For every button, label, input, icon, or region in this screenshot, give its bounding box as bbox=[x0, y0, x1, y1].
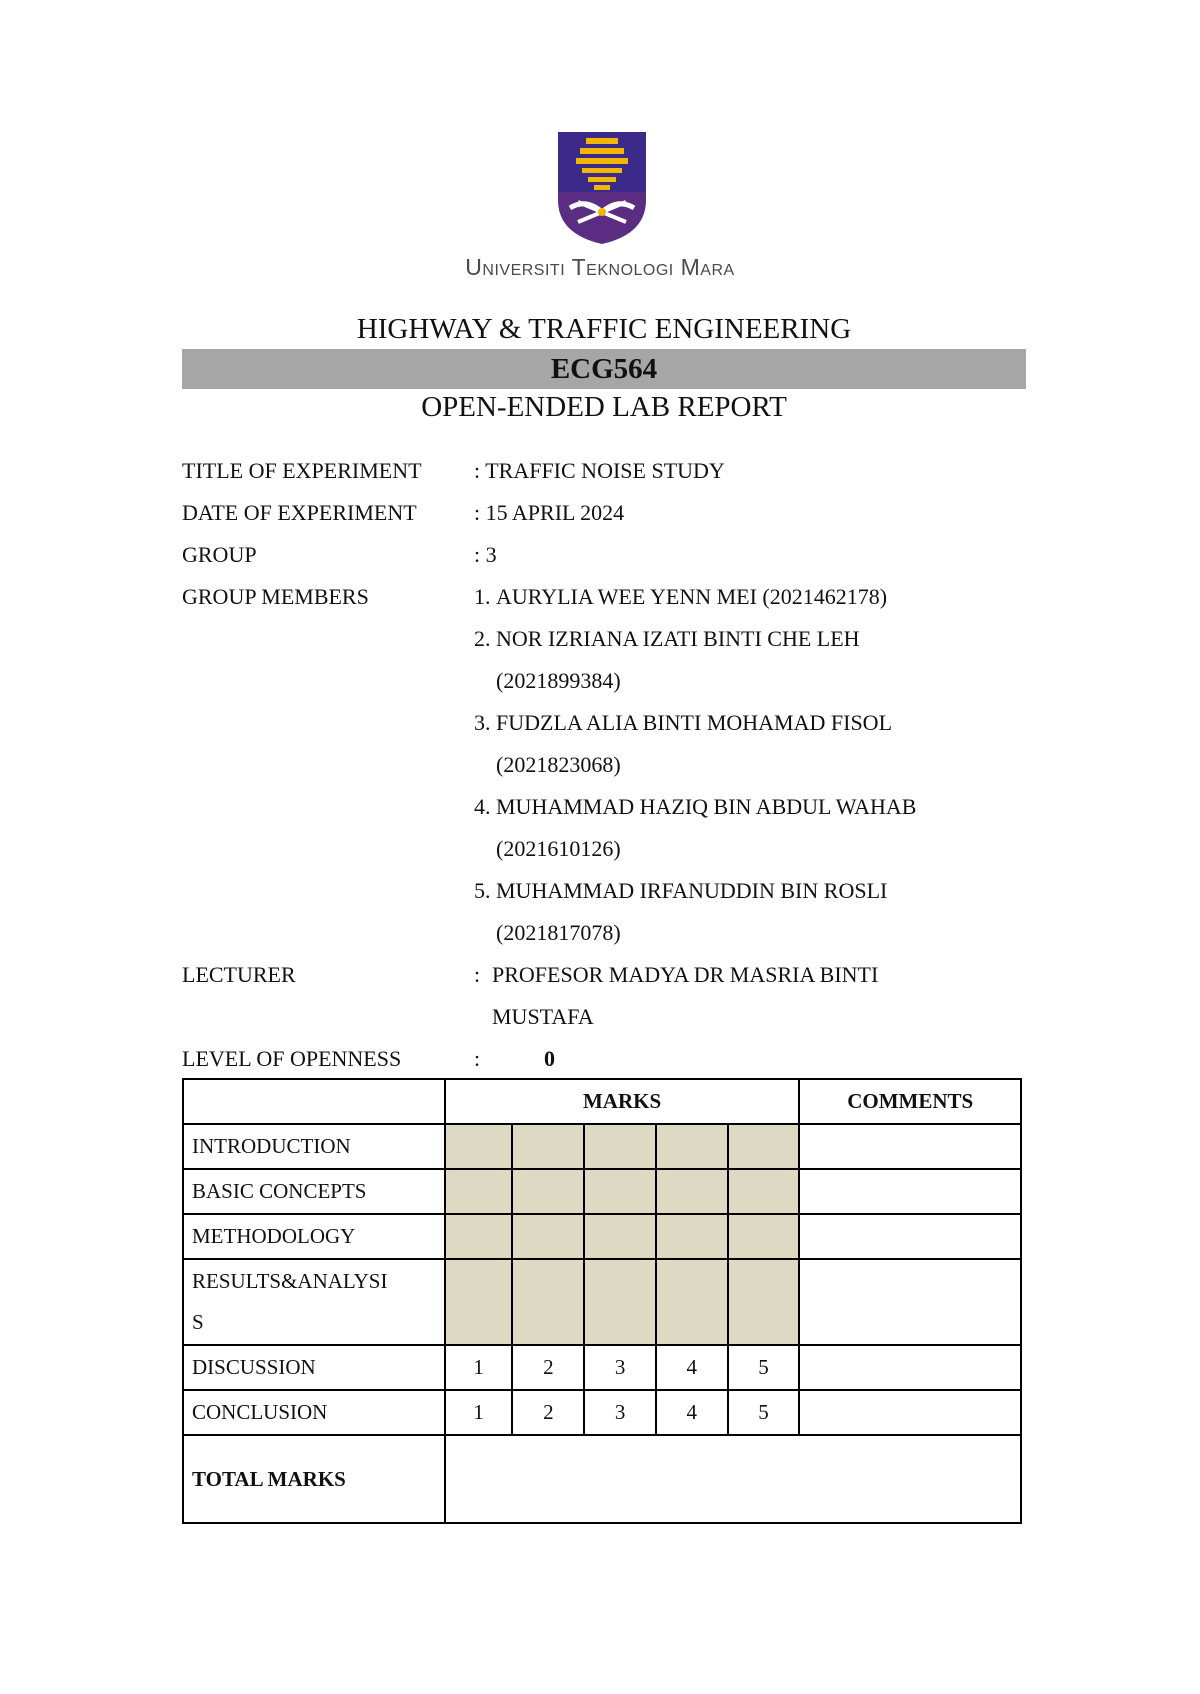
score-cell bbox=[728, 1169, 800, 1214]
member-name: MUHAMMAD IRFANUDDIN BIN ROSLI bbox=[496, 878, 888, 903]
member-item bbox=[474, 618, 860, 702]
member-id: (2021899384) bbox=[496, 668, 621, 693]
member-item bbox=[474, 702, 892, 786]
uitm-crest-icon bbox=[556, 130, 648, 246]
member-item bbox=[474, 576, 887, 618]
members-label: GROUP MEMBERS bbox=[182, 584, 369, 609]
comment-cell bbox=[799, 1124, 1021, 1169]
lecturer-label: LECTURER bbox=[182, 962, 296, 987]
member-id: (2021823068) bbox=[496, 752, 621, 777]
score-cell bbox=[445, 1169, 513, 1214]
openness-colon: : bbox=[474, 1046, 481, 1071]
criterion-label-line2: S bbox=[192, 1310, 204, 1334]
criterion-label: DISCUSSION bbox=[183, 1345, 445, 1390]
score-cell bbox=[728, 1259, 800, 1345]
member-item bbox=[474, 870, 887, 954]
group-label: GROUP bbox=[182, 542, 257, 567]
report-title: OPEN-ENDED LAB REPORT bbox=[421, 391, 787, 423]
score-cell: 4 bbox=[656, 1390, 728, 1435]
marks-header: MARKS bbox=[445, 1079, 800, 1124]
title-label: TITLE OF EXPERIMENT bbox=[182, 458, 422, 483]
info-row-openness bbox=[182, 1038, 1026, 1080]
member-name: FUDZLA ALIA BINTI MOHAMAD FISOL bbox=[496, 710, 893, 735]
score-cell bbox=[512, 1169, 584, 1214]
header-blank-cell bbox=[183, 1079, 445, 1124]
group-value: : 3 bbox=[474, 542, 497, 567]
score-cell bbox=[656, 1214, 728, 1259]
member-id: (2021610126) bbox=[496, 836, 621, 861]
member-number: 4. bbox=[474, 794, 491, 819]
lecturer-name: PROFESOR MADYA DR MASRIA BINTI bbox=[492, 962, 879, 987]
member-number: 1. bbox=[474, 584, 491, 609]
member-id: (2021817078) bbox=[496, 920, 621, 945]
info-row-group bbox=[182, 534, 1026, 576]
score-cell: 5 bbox=[728, 1345, 800, 1390]
info-row-date bbox=[182, 492, 1026, 534]
openness-label: LEVEL OF OPENNESS bbox=[182, 1046, 402, 1071]
score-cell bbox=[656, 1259, 728, 1345]
score-cell: 2 bbox=[512, 1345, 584, 1390]
criterion-label: BASIC CONCEPTS bbox=[183, 1169, 445, 1214]
score-cell bbox=[445, 1124, 513, 1169]
comment-cell bbox=[799, 1390, 1021, 1435]
member-name: NOR IZRIANA IZATI BINTI CHE LEH bbox=[496, 626, 860, 651]
marks-table bbox=[182, 1078, 1022, 1524]
table-header-row bbox=[183, 1079, 1021, 1124]
title-value: : TRAFFIC NOISE STUDY bbox=[474, 458, 725, 483]
university-name: Universiti Teknologi Mara bbox=[465, 254, 735, 280]
score-cell: 1 bbox=[445, 1390, 513, 1435]
criterion-label-line1: RESULTS&ANALYSI bbox=[192, 1269, 388, 1293]
total-label: TOTAL MARKS bbox=[183, 1435, 445, 1523]
score-cell bbox=[512, 1124, 584, 1169]
score-cell bbox=[728, 1124, 800, 1169]
comment-cell bbox=[799, 1214, 1021, 1259]
member-number: 2. bbox=[474, 626, 491, 651]
lecturer-colon: : bbox=[474, 962, 481, 987]
score-cell bbox=[512, 1214, 584, 1259]
info-row-lecturer bbox=[182, 954, 1026, 1038]
total-row bbox=[183, 1435, 1021, 1523]
score-cell bbox=[445, 1214, 513, 1259]
score-cell: 4 bbox=[656, 1345, 728, 1390]
course-title: HIGHWAY & TRAFFIC ENGINEERING bbox=[356, 313, 852, 345]
score-cell: 3 bbox=[584, 1390, 656, 1435]
course-code: ECG564 bbox=[182, 349, 1026, 389]
criterion-label: INTRODUCTION bbox=[183, 1124, 445, 1169]
score-cell bbox=[584, 1124, 656, 1169]
score-cell bbox=[584, 1214, 656, 1259]
comment-cell bbox=[799, 1345, 1021, 1390]
score-cell: 3 bbox=[584, 1345, 656, 1390]
table-row bbox=[183, 1124, 1021, 1169]
table-row bbox=[183, 1214, 1021, 1259]
comment-cell bbox=[799, 1169, 1021, 1214]
info-row-title bbox=[182, 450, 1026, 492]
member-name: AURYLIA WEE YENN MEI (2021462178) bbox=[496, 584, 888, 609]
table-row bbox=[183, 1169, 1021, 1214]
score-cell bbox=[584, 1259, 656, 1345]
member-name: MUHAMMAD HAZIQ BIN ABDUL WAHAB bbox=[496, 794, 917, 819]
score-cell bbox=[728, 1214, 800, 1259]
score-cell: 1 bbox=[445, 1345, 513, 1390]
comments-header: COMMENTS bbox=[799, 1079, 1021, 1124]
score-cell bbox=[584, 1169, 656, 1214]
criterion-label: CONCLUSION bbox=[183, 1390, 445, 1435]
table-row bbox=[183, 1390, 1021, 1435]
member-number: 5. bbox=[474, 878, 491, 903]
criterion-label: METHODOLOGY bbox=[183, 1214, 445, 1259]
date-value: : 15 APRIL 2024 bbox=[474, 500, 625, 525]
score-cell: 2 bbox=[512, 1390, 584, 1435]
total-value-cell bbox=[445, 1435, 1021, 1523]
score-cell: 5 bbox=[728, 1390, 800, 1435]
score-cell bbox=[656, 1124, 728, 1169]
table-row bbox=[183, 1345, 1021, 1390]
comment-cell bbox=[799, 1259, 1021, 1345]
lecturer-name-cont: MUSTAFA bbox=[492, 1004, 594, 1029]
openness-value: 0 bbox=[544, 1046, 555, 1071]
score-cell bbox=[445, 1259, 513, 1345]
criterion-label bbox=[183, 1259, 445, 1345]
score-cell bbox=[512, 1259, 584, 1345]
member-item bbox=[474, 786, 916, 870]
member-number: 3. bbox=[474, 710, 491, 735]
date-label: DATE OF EXPERIMENT bbox=[182, 500, 417, 525]
score-cell bbox=[656, 1169, 728, 1214]
table-row bbox=[183, 1259, 1021, 1345]
